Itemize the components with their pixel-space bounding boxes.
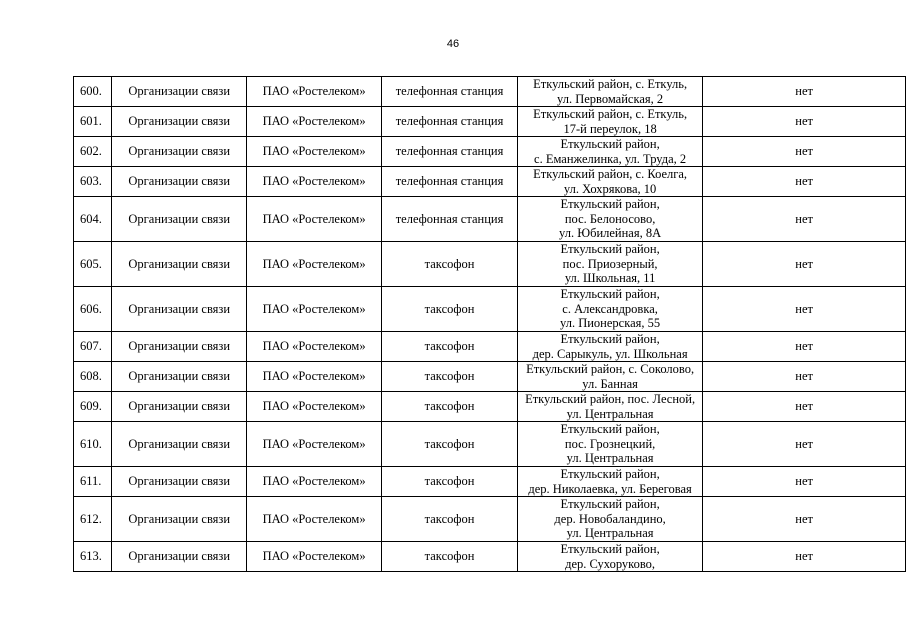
category-cell: Организации связи [112,392,247,422]
category-cell: Организации связи [112,77,247,107]
row-number-cell: 610. [74,422,112,467]
object-type-cell: таксофон [382,542,518,572]
address-line: Еткульский район, [560,542,660,556]
value-cell: нет [703,107,906,137]
value-cell: нет [703,392,906,422]
address-line: ул. Школьная, 11 [564,271,656,286]
address-line: дер. Сухоруково, [565,556,656,571]
address-cell [517,77,702,107]
address-line: ул. Юбилейная, 8А [559,226,662,241]
address-line: ул. Центральная [566,451,654,466]
address-line: ул. Центральная [566,406,654,421]
address-cell [517,542,702,572]
address-line: Еткульский район, [560,467,660,481]
value-cell: нет [703,332,906,362]
row-number-cell: 600. [74,77,112,107]
category-cell: Организации связи [112,242,247,287]
table-row [74,467,906,497]
row-number-cell: 605. [74,242,112,287]
owner-cell: ПАО «Ростелеком» [247,362,382,392]
address-line: ул. Пионерская, 55 [560,316,661,331]
owner-cell: ПАО «Ростелеком» [247,392,382,422]
value-cell: нет [703,137,906,167]
address-line: Еткульский район, с. Коелга, [533,167,688,181]
table-row [74,167,906,197]
row-number-cell: 612. [74,497,112,542]
page-number: 46 [446,38,460,50]
category-cell: Организации связи [112,542,247,572]
table-row [74,242,906,287]
category-cell: Организации связи [112,332,247,362]
object-type-cell: телефонная станция [382,137,518,167]
address-line: дер. Сарыкуль, ул. Школьная [532,346,688,361]
category-cell: Организации связи [112,107,247,137]
address-cell [517,467,702,497]
row-number-cell: 609. [74,392,112,422]
row-number-cell: 601. [74,107,112,137]
object-type-cell: таксофон [382,392,518,422]
category-cell: Организации связи [112,467,247,497]
address-line: дер. Николаевка, ул. Береговая [528,481,692,496]
address-cell [517,332,702,362]
address-cell [517,392,702,422]
value-cell: нет [703,197,906,242]
object-type-cell: телефонная станция [382,107,518,137]
table-row [74,77,906,107]
row-number-cell: 613. [74,542,112,572]
owner-cell: ПАО «Ростелеком» [247,137,382,167]
category-cell: Организации связи [112,497,247,542]
address-cell [517,362,702,392]
value-cell: нет [703,77,906,107]
object-type-cell: таксофон [382,332,518,362]
address-line: ул. Первомайская, 2 [557,91,664,106]
address-line: Еткульский район, [560,242,660,257]
value-cell: нет [703,287,906,332]
objects-table [73,76,906,572]
address-line: Еткульский район, [560,197,660,212]
address-line: с. Еманжелинка, ул. Труда, 2 [534,151,687,166]
table-row [74,197,906,242]
address-cell [517,242,702,287]
row-number-cell: 607. [74,332,112,362]
table-row [74,542,906,572]
object-type-cell: таксофон [382,497,518,542]
table-row [74,137,906,167]
owner-cell: ПАО «Ростелеком» [247,242,382,287]
row-number-cell: 608. [74,362,112,392]
value-cell: нет [703,167,906,197]
object-type-cell: телефонная станция [382,167,518,197]
object-type-cell: таксофон [382,422,518,467]
row-number-cell: 606. [74,287,112,332]
address-line: ул. Хохрякова, 10 [563,181,657,196]
table-row [74,422,906,467]
table-row [74,362,906,392]
address-line: ул. Центральная [566,526,654,541]
address-line: Еткульский район, [560,497,660,512]
owner-cell: ПАО «Ростелеком» [247,77,382,107]
row-number-cell: 602. [74,137,112,167]
address-line: дер. Новобаландино, [554,511,666,526]
table-body [74,77,906,572]
table-row [74,287,906,332]
value-cell: нет [703,362,906,392]
category-cell: Организации связи [112,137,247,167]
table-row [74,332,906,362]
object-type-cell: таксофон [382,287,518,332]
object-type-cell: телефонная станция [382,77,518,107]
address-line: Еткульский район, [560,332,660,346]
table-row [74,392,906,422]
row-number-cell: 611. [74,467,112,497]
owner-cell: ПАО «Ростелеком» [247,497,382,542]
value-cell: нет [703,242,906,287]
address-cell [517,287,702,332]
address-cell [517,422,702,467]
owner-cell: ПАО «Ростелеком» [247,467,382,497]
address-line: Еткульский район, [560,287,660,302]
address-cell [517,137,702,167]
address-line: с. Александровка, [562,301,658,316]
category-cell: Организации связи [112,197,247,242]
category-cell: Организации связи [112,422,247,467]
address-line: ул. Банная [582,376,638,391]
address-line: Еткульский район, [560,137,660,151]
object-type-cell: таксофон [382,362,518,392]
row-number-cell: 604. [74,197,112,242]
category-cell: Организации связи [112,362,247,392]
address-line: пос. Белоносово, [564,211,656,226]
address-line: пос. Грознецкий, [564,436,656,451]
category-cell: Организации связи [112,167,247,197]
table-row [74,107,906,137]
object-type-cell: таксофон [382,467,518,497]
address-line: пос. Приозерный, [562,256,658,271]
address-line: 17-й переулок, 18 [563,121,657,136]
value-cell: нет [703,497,906,542]
object-type-cell: таксофон [382,242,518,287]
address-line: Еткульский район, пос. Лесной, [525,392,696,406]
address-cell [517,107,702,137]
category-cell: Организации связи [112,287,247,332]
object-type-cell: телефонная станция [382,197,518,242]
value-cell: нет [703,542,906,572]
owner-cell: ПАО «Ростелеком» [247,422,382,467]
table-row [74,497,906,542]
owner-cell: ПАО «Ростелеком» [247,542,382,572]
value-cell: нет [703,422,906,467]
address-cell [517,197,702,242]
address-cell [517,167,702,197]
address-line: Еткульский район, с. Соколово, [526,362,695,376]
value-cell: нет [703,467,906,497]
owner-cell: ПАО «Ростелеком» [247,107,382,137]
address-cell [517,497,702,542]
owner-cell: ПАО «Ростелеком» [247,167,382,197]
address-line: Еткульский район, с. Еткуль, [533,77,688,91]
owner-cell: ПАО «Ростелеком» [247,332,382,362]
address-line: Еткульский район, с. Еткуль, [533,107,688,121]
owner-cell: ПАО «Ростелеком» [247,197,382,242]
address-line: Еткульский район, [560,422,660,437]
owner-cell: ПАО «Ростелеком» [247,287,382,332]
row-number-cell: 603. [74,167,112,197]
